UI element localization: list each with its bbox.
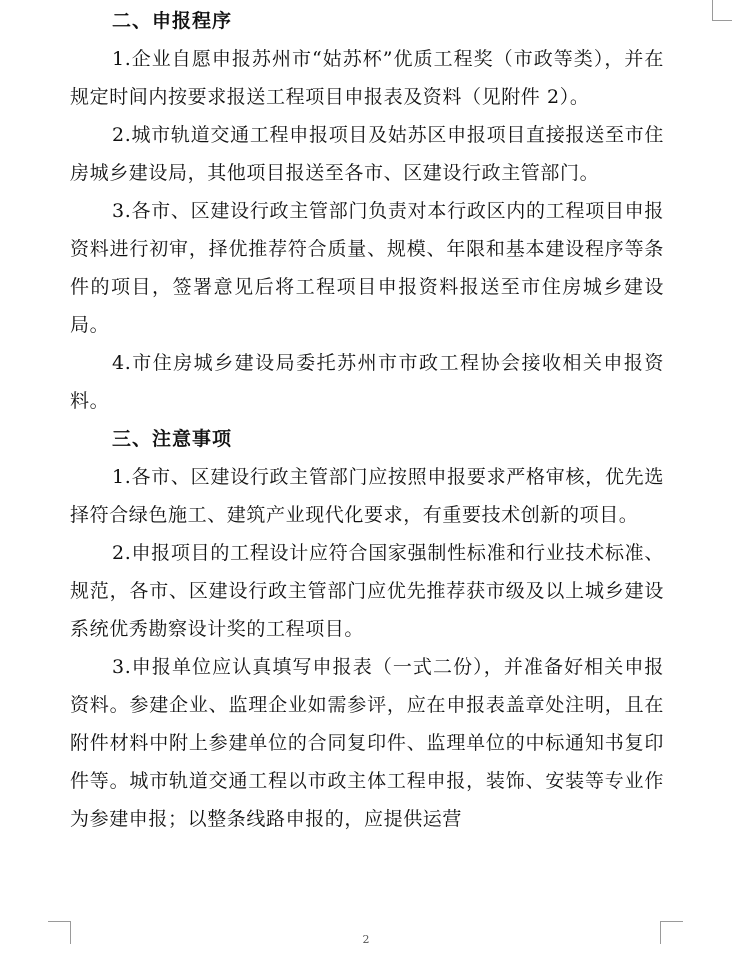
paragraph: 3.各市、区建设行政主管部门负责对本行政区内的工程项目申报资料进行初审，择优推荐符合质量、规模、年限和基本建设程序等条件的项目，签署意见后将工程项目申报资料报送至市住房城乡建设局。 bbox=[70, 200, 664, 336]
section-heading-application-procedure: 二、申报程序 bbox=[112, 10, 233, 32]
paragraph: 2.城市轨道交通工程申报项目及姑苏区申报项目直接报送至市住房城乡建设局，其他项目报送至各市、区建设行政主管部门。 bbox=[70, 124, 664, 184]
section-heading-notes: 三、注意事项 bbox=[112, 428, 233, 450]
paragraph: 1.各市、区建设行政主管部门应按照申报要求严格审核，优先选择符合绿色施工、建筑产业现代化要求，有重要技术创新的项目。 bbox=[70, 466, 664, 526]
paragraph: 4.市住房城乡建设局委托苏州市市政工程协会接收相关申报资料。 bbox=[70, 352, 664, 412]
paragraph: 1.企业自愿申报苏州市“姑苏杯”优质工程奖（市政等类），并在规定时间内按要求报送工程项目申报表及资料（见附件 2）。 bbox=[70, 48, 664, 108]
paragraph: 3.申报单位应认真填写申报表（一式二份），并准备好相关申报资料。参建企业、监理企业如需参评，应在申报表盖章处注明，且在附件材料中附上参建单位的合同复印件、监理单位的中标通知书复印件等。城市轨道交通工程以市政主体工程申报，装饰、安装等专业作为参建申报；以整条线路申报的，应提供运营 bbox=[70, 656, 664, 830]
paragraph: 2.申报项目的工程设计应符合国家强制性标准和行业技术标准、规范，各市、区建设行政主管部门应优先推荐获市级及以上城乡建设系统优秀勘察设计奖的工程项目。 bbox=[70, 542, 664, 640]
document-body bbox=[70, 2, 664, 838]
page-number: 2 bbox=[362, 933, 370, 946]
crop-mark-top-right bbox=[712, 0, 732, 21]
